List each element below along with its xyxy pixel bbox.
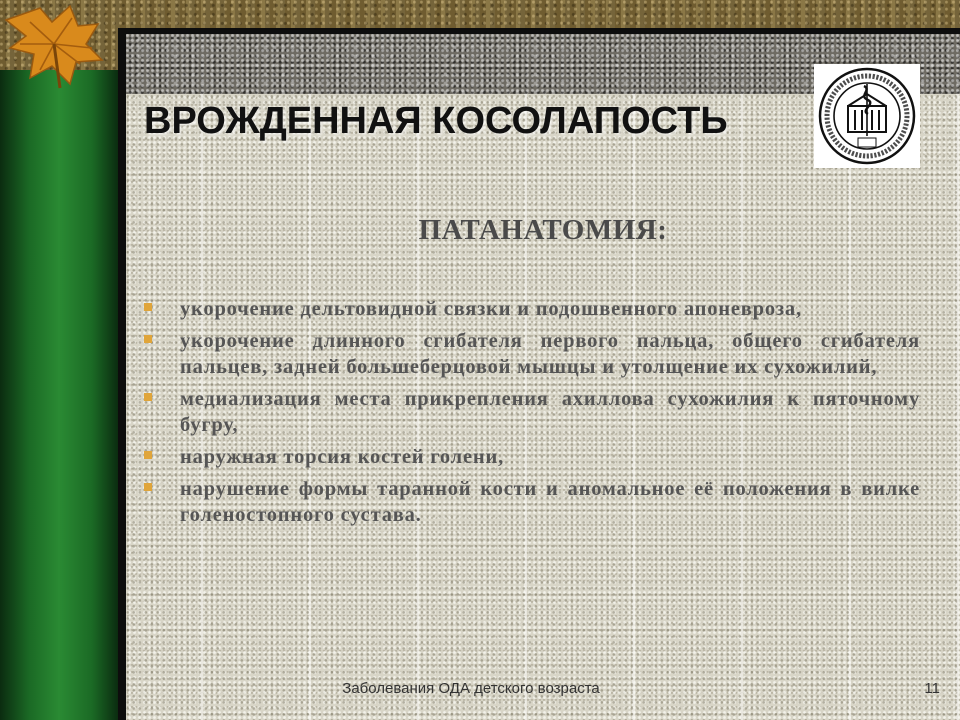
bullet-text: наружная торсия костей голени, [180,446,505,468]
square-bullet-icon [144,303,152,311]
slide-footer: Заболевания ОДА детского возраста [342,680,600,697]
list-item [142,296,920,322]
square-bullet-icon [144,393,152,401]
slide-number: 11 [924,680,940,697]
bullet-text: укорочение дельтовидной связки и подошвенного апоневроза, [180,298,802,320]
autumn-leaf-icon [0,0,118,90]
left-green-band [0,70,118,720]
slide-title: ВРОЖДЕННАЯ КОСОЛАПОСТЬ [144,100,728,142]
bullet-text: медиализация места прикрепления ахиллова сухожилия к пяточному бугру, [180,388,920,436]
square-bullet-icon [144,483,152,491]
section-subtitle: ПАТАНАТОМИЯ: [418,214,668,246]
university-seal-icon [814,64,920,168]
list-item [142,328,920,380]
bullet-list [142,296,920,534]
list-item [142,444,920,470]
bullet-text: нарушение формы таранной кости и аномальное её положения в вилке голеностопного сустава. [180,478,920,526]
square-bullet-icon [144,335,152,343]
list-item [142,386,920,438]
university-logo [814,64,920,168]
bullet-text: укорочение длинного сгибателя первого пальца, общего сгибателя пальцев, задней большеберцовой мышцы и утолщение их сухожилий, [180,330,920,378]
list-item [142,476,920,528]
square-bullet-icon [144,451,152,459]
